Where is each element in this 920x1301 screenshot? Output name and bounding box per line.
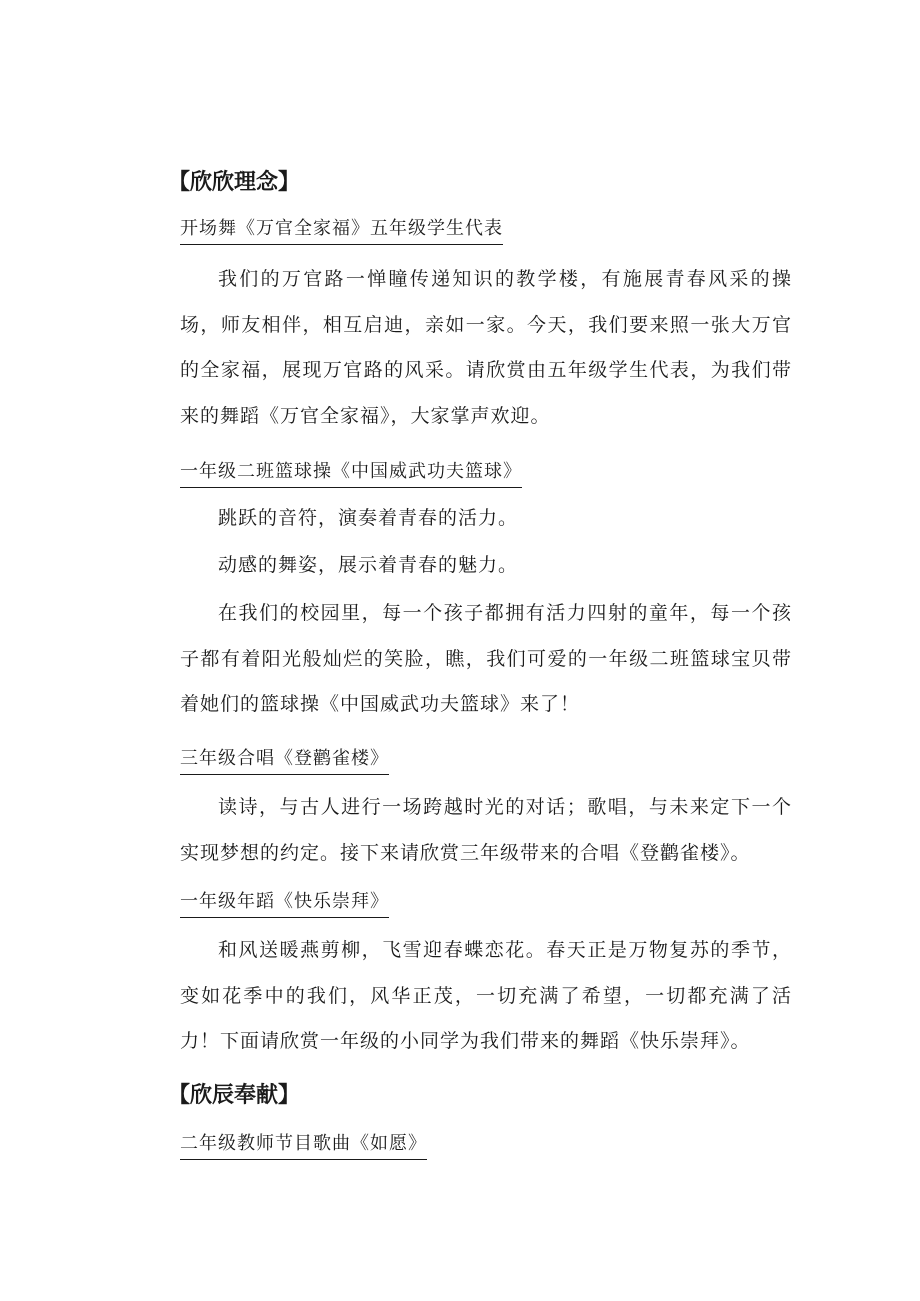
program-intro-paragraph: 读诗，与古人进行一场跨越时光的对话；歌唱，与未来定下一个实现梦想的约定。接下来请欣赏三年级带来的合唱《登鹳雀楼》。 <box>180 796 792 864</box>
program-title-teacher-song: 二年级教师节目歌曲《如愿》 <box>180 1132 427 1160</box>
program-title-opening-dance: 开场舞《万官全家福》五年级学生代表 <box>180 217 503 245</box>
section-heading-xinchen-fengxian: 【欣辰奉献】 <box>168 1083 301 1108</box>
program-intro-paragraph: 和风送暖燕剪柳，飞雪迎春蝶恋花。春天正是万物复苏的季节，变如花季中的我们，风华正茂，一切充满了希望，一切都充满了活力！下面请欣赏一年级的小同学为我们带来的舞蹈《快乐崇拜》。 <box>180 939 792 1052</box>
program-intro-paragraph: 动感的舞姿，展示着青春的魅力。 <box>218 554 519 576</box>
program-intro-paragraph: 跳跃的音符，演奏着青春的活力。 <box>218 507 519 529</box>
program-title-chorus: 三年级合唱《登鹳雀楼》 <box>180 747 389 775</box>
program-intro-paragraph: 我们的万官路一惮瞳传递知识的教学楼，有施展青春风采的操场，师友相伴，相互启迪，亲如一家。今天，我们要来照一张大万官的全家福，展现万官路的风采。请欣赏由五年级学生代表，为我们带来的舞蹈《万官全家福》，大家掌声欢迎。 <box>180 268 792 427</box>
section-heading-xinxin-linian: 【欣欣理念】 <box>168 170 301 195</box>
program-title-basketball-exercise: 一年级二班篮球操《中国威武功夫篮球》 <box>180 460 522 488</box>
program-intro-paragraph: 在我们的校园里，每一个孩子都拥有活力四射的童年，每一个孩子都有着阳光般灿烂的笑脸，瞧，我们可爱的一年级二班篮球宝贝带着她们的篮球操《中国威武功夫篮球》来了！ <box>180 602 792 715</box>
program-title-dance-happy-worship: 一年级年蹈《快乐崇拜》 <box>180 890 389 918</box>
